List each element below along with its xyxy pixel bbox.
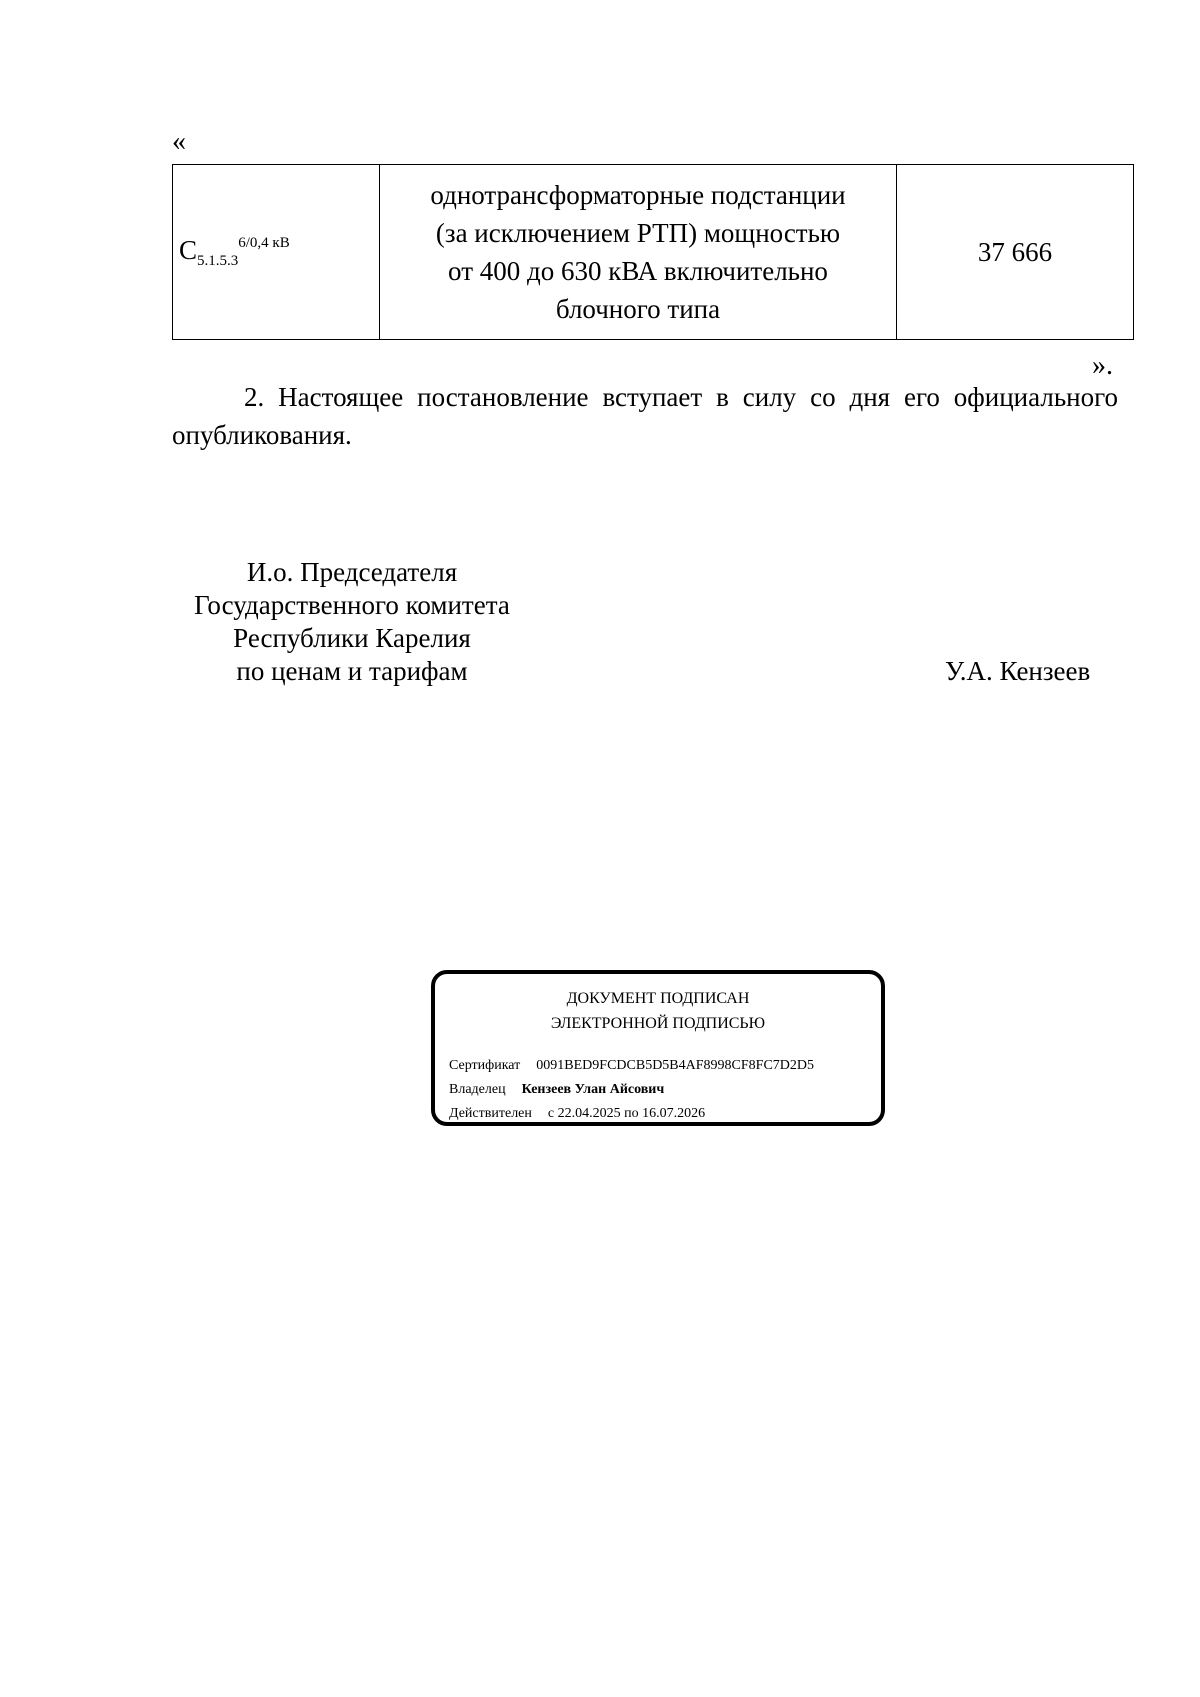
position-line: И.о. Председателя [246,557,458,587]
effective-date-paragraph: 2. Настоящее постановление вступает в силу со дня его официального опубликования. [172,382,1118,450]
stamp-owner-row [449,1082,664,1098]
description-line: однотрансформаторные подстанции [430,180,846,210]
description-line: блочного типа [555,294,721,324]
certificate-value: 0091BED9FCDCB5D5B4AF8998CF8FC7D2D5 [536,1058,815,1073]
position-line: Государственного комитета [194,590,510,620]
owner-value: Кензеев Улан Айсович [521,1082,665,1097]
tariff-code-main: C [179,234,198,265]
stamp-title-line: ДОКУМЕНТ ПОДПИСАН [566,990,750,1007]
stamp-validity-row [449,1106,705,1122]
owner-label: Владелец [449,1082,506,1097]
tariff-table [172,164,1134,340]
electronic-signature-stamp [431,970,885,1126]
signatory-name: У.А. Кензеев [945,656,1091,686]
position-line: Республики Карелия [233,623,471,653]
closing-quote: ». [1092,350,1113,381]
stamp-title-line: ЭЛЕКТРОННОЙ ПОДПИСЬЮ [550,1015,766,1032]
position-line: по ценам и тарифам [236,656,468,686]
stamp-title [435,986,881,1036]
tariff-description-cell [380,165,897,340]
table-row [173,165,1134,340]
tariff-code-cell [173,165,380,340]
stamp-certificate-row [449,1058,814,1074]
description-line: (за исключением РТП) мощностью [435,218,841,248]
tariff-value-cell: 37 666 [897,165,1134,340]
signatory-position [172,556,532,688]
certificate-label: Сертификат [449,1058,521,1073]
valid-value: с 22.04.2025 по 16.07.2026 [547,1106,706,1121]
tariff-code-subscript: 5.1.5.3 [197,252,239,269]
opening-quote: « [172,126,186,157]
tariff-code-superscript: 6/0,4 кВ [238,234,290,251]
description-line: от 400 до 630 кВА включительно [448,256,828,286]
valid-label: Действителен [449,1106,532,1121]
